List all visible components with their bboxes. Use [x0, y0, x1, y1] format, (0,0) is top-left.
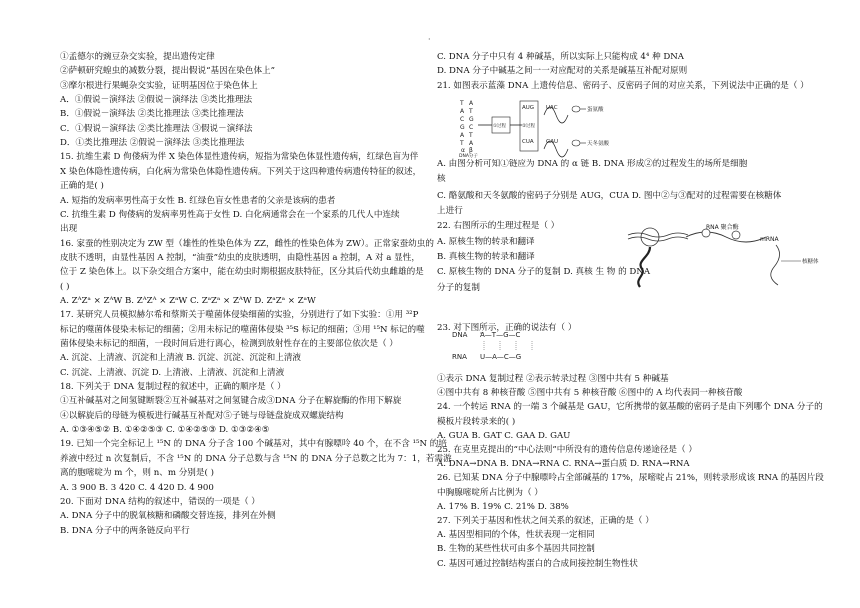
dna-bot-base: T: [469, 108, 473, 115]
rna-polymerase-label: RNA 聚合酶: [706, 224, 739, 231]
text-line: C．①假说－演绎法 ②类比推理法 ③假说－演绎法: [60, 123, 253, 134]
text-line: B. 生物的某些性状可由多个基因共同控制: [437, 544, 595, 555]
text-line: 核: [437, 174, 446, 184]
text-line: 正确的是( ): [60, 181, 104, 192]
text-line: 分子的复制: [437, 283, 480, 293]
text-line: ( ): [60, 281, 70, 292]
dna-top-base: A: [460, 132, 465, 139]
q23-dna-label: DNA: [452, 331, 468, 339]
product1-label: 蛋氨酸: [587, 107, 604, 113]
product2-label: 天冬氨酸: [587, 141, 610, 147]
text-line: A. 由图分析可知①链应为 DNA 的 α 链 B. DNA 形成②的过程发生的场所是细胞: [437, 159, 748, 169]
text-line: 上进行: [437, 206, 463, 216]
text-line: ①孟德尔的豌豆杂交实验，提出遗传定律: [60, 52, 215, 62]
text-line: C. 原核生物的 DNA 分子的复制 D. 真核 生 物 的 DNA: [437, 267, 651, 277]
text-line: 位于 Z 染色体上。以下杂交组合方案中，能在幼虫时期根据皮肤特征，区分其后代幼虫雌雄的是: [60, 267, 424, 278]
text-line: 离的胞嘧啶为 m 个，则 n、m 分别是( ): [60, 468, 214, 479]
text-line: C. 基因可通过控制结构蛋白的合成间接控制生物性状: [437, 558, 638, 569]
text-line: C. DNA 分子中只有 4 种碱基，所以实际上只能构成 4⁴ 种 DNA: [437, 52, 685, 62]
strand-alpha: α: [461, 147, 465, 154]
mrna-codon: CUA: [522, 139, 534, 145]
mrna-codon: AUG: [522, 105, 535, 111]
ribosome-label: 核糖体: [802, 259, 819, 265]
dna-bot-base: A: [469, 140, 474, 147]
text-line: 模板片段转录来的( ): [437, 416, 516, 427]
text-line: 16. 家蚕的性别决定为 ZW 型（雄性的性染色体为 ZZ，雌性的性染色体为 ZW）。正常家蚕幼虫的: [60, 238, 434, 249]
text-line: C. 酪氨酸和天冬氨酸的密码子分别是 AUG，CUA D. 图中②与③配对的过程需要在核糖体: [437, 191, 782, 201]
q23-dna-seq: A—T—G—C: [480, 331, 521, 339]
text-line: ③摩尔根进行果蝇杂交实验，证明基因位于染色体上: [60, 80, 258, 91]
text-line: D. DNA 分子中碱基之间一一对应配对的关系是碱基互补配对原则: [437, 66, 688, 77]
q21-figure: [458, 97, 618, 159]
text-line: 15. 抗维生素 D 佝偻病为伴 X 染色体显性遗传病，短指为常染色体显性遗传病，红绿色盲为伴: [60, 152, 419, 163]
text-line: B．①假说－演绎法 ②类比推理法 ③类比推理法: [60, 109, 244, 120]
text-line: 23. 对下图所示，正确的说法有（ ）: [437, 323, 577, 333]
text-line: 养液中经过 n 次复制后，不含 ¹⁵N 的 DNA 分子总数与含 ¹⁵N 的 DNA 分子总数之比为 7：1，若需游: [60, 453, 452, 464]
dna-top-base: C: [460, 116, 465, 123]
dna-bot-base: T: [469, 132, 473, 139]
text-line: A. 原核生物的转录和翻译: [437, 237, 535, 247]
text-line: A. 短指的发病率男性高于女性 B. 红绿色盲女性患者的父亲是该病的患者: [60, 195, 336, 206]
text-line: 皮肤不透明，由显性基因 A 控制，“油蚕”幼虫的皮肤透明，由隐性基因 a 控制，A 对 a 显性，: [60, 252, 420, 263]
text-line: A. 17% B. 19% C. 21% D. 38%: [437, 501, 569, 512]
text-line: 菌体侵染未标记的细菌，一段时间后进行离心，检测到放射性存在的主要部位依次是（ ）: [60, 339, 398, 349]
text-line: A. GUA B. GAT C. GAA D. GAU: [437, 430, 571, 441]
q22-figure: [626, 221, 820, 289]
mrna-label: mRNA: [760, 236, 779, 243]
text-line: B. 真核生物的转录和翻译: [437, 252, 535, 262]
text-line: A. 基因型相同的个体，性状表现一定相同: [437, 530, 595, 541]
text-line: ①互补碱基对之间氢键断裂②互补碱基对之间氢键合成③DNA 分子在解旋酶的作用下解旋: [60, 396, 402, 407]
dna-top-base: G: [460, 124, 465, 131]
text-line: ④图中共有 8 种核苷酸 ⑤图中共有 5 种核苷酸 ⑥图中的 A 均代表同一种核苷酸: [437, 388, 743, 399]
text-line: 出现: [60, 224, 78, 235]
text-line: X 染色体隐性遗传病，白化病为常染色体隐性遗传病。下列关于这四种遗传病遗传特征的叙述，: [60, 166, 422, 177]
step1-label: ①过程: [493, 124, 507, 129]
text-line: A. DNA→DNA B. DNA→RNA C. RNA→蛋白质 D. RNA→RNA: [437, 459, 690, 470]
header-mark: ·: [428, 35, 431, 44]
dna-bot-base: C: [469, 124, 474, 131]
q23-figure: [450, 325, 570, 369]
text-line: C. 抗维生素 D 佝偻病的发病率男性高于女性 D. 白化病通常会在一个家系的几代人中连续: [60, 209, 400, 220]
trna-anticodon: UAC: [546, 105, 558, 111]
text-line: 27. 下列关于基因和性状之间关系的叙述，正确的是（ ）: [437, 516, 654, 526]
text-line: 标记的噬菌体侵染未标记的细菌；②用未标记的噬菌体侵染 ³⁵S 标记的细菌；③用 ¹⁵N 标记的噬: [60, 324, 425, 335]
text-line: 24. 一个转运 RNA 的一端 3 个碱基是 GAU，它所携带的氨基酸的密码子是由下列哪个 DNA 分子的: [437, 402, 823, 413]
text-line: 20. 下面对 DNA 结构的叙述中，错误的一项是（ ）: [60, 496, 260, 507]
text-line: A. ZᴬZᵃ × ZᴬW B. ZᴬZᴬ × ZᵃW C. ZᵃZᵃ × ZᴬW D. ZᵃZᵃ × ZᵃW: [60, 295, 316, 306]
text-line: ①表示 DNA 复制过程 ②表示转录过程 ③图中共有 5 种碱基: [437, 374, 669, 384]
text-line: 18. 下列关于 DNA 复制过程的叙述中，正确的顺序是（ ）: [60, 382, 286, 393]
step2-label: ②过程: [522, 124, 536, 129]
q23-rna-seq: U—A—C—G: [480, 353, 522, 361]
text-line: B. DNA 分子中的两条链反向平行: [60, 525, 190, 536]
text-line: 25. 在克里克提出的“中心法则”中所没有的遗传信息传递途径是（ ）: [437, 445, 697, 455]
dna-bot-base: A: [469, 100, 474, 107]
text-line: 21. 如图表示蓝藻 DNA 上遗传信息、密码子、反密码子间的对应关系，下列说法中正确的是（ ）: [437, 80, 809, 91]
strand-caption-1: DNA分子: [459, 154, 478, 159]
trna-anticodon: GAU: [546, 139, 559, 145]
dna-bot-base: G: [469, 116, 474, 123]
text-line: ②萨顿研究蝗虫的减数分裂，提出假说“基因在染色体上”: [60, 66, 276, 77]
dna-top-base: A: [460, 108, 465, 115]
text-line: 17. 某研究人员模拟赫尔希和蔡斯关于噬菌体侵染细菌的实验，分别进行了如下实验：①用 ³²P: [60, 310, 419, 321]
text-line: A. ①③④⑤② B. ①④②⑤③ C. ①④②⑤③ D. ①③②④⑤: [60, 425, 270, 436]
text-line: C. 沉淀、上清液、沉淀 D. 上清液、上清液、沉淀和上清液: [60, 367, 285, 378]
text-line: ④以解旋后的母链为模板进行碱基互补配对⑤子链与母链盘旋成双螺旋结构: [60, 410, 344, 421]
dna-top-base: T: [460, 100, 464, 107]
text-line: A．①假说－演绎法 ②假说－演绎法 ③类比推理法: [60, 95, 253, 106]
text-line: A. 沉淀、上清液、沉淀和上清液 B. 沉淀、沉淀、沉淀和上清液: [60, 353, 302, 364]
dna-top-base: T: [460, 140, 464, 147]
text-line: 22. 右图所示的生理过程是（ ）: [437, 221, 560, 231]
text-line: A. 3 900 B. 3 420 C. 4 420 D. 4 900: [60, 482, 214, 493]
q23-rna-label: RNA: [452, 353, 467, 361]
text-line: 19. 已知一个完全标记上 ¹⁵N 的 DNA 分子含 100 个碱基对，其中有腺嘌呤 40 个，在不含 ¹⁵N 的培: [60, 439, 447, 450]
text-line: 26. 已知某 DNA 分子中腺嘌呤占全部碱基的 17%，尿嘧啶占 21%，则转录形成该 RNA 的基因片段: [437, 473, 824, 484]
strand-beta: β: [469, 147, 473, 154]
text-line: 中胸腺嘧啶所占比例为（ ）: [437, 487, 543, 498]
text-line: A. DNA 分子中的脱氧核糖和磷酸交替连接，排列在外侧: [60, 511, 276, 522]
text-line: D．①类比推理法 ②假说－演绎法 ③类比推理法: [60, 138, 245, 149]
